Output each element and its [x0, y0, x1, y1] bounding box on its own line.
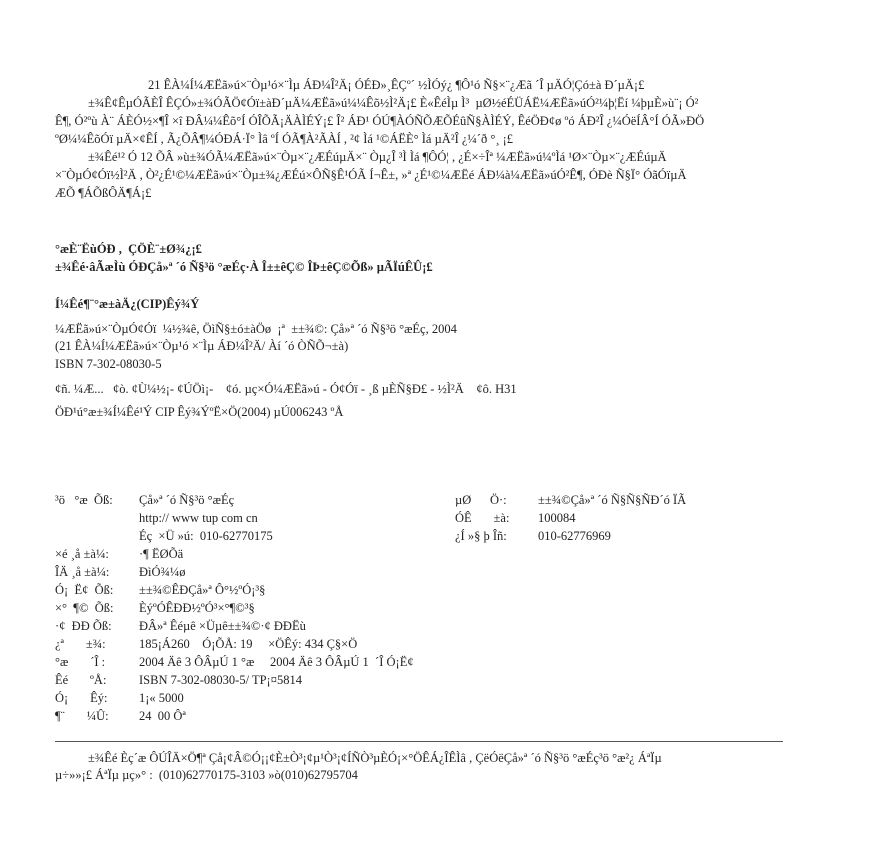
website-row: [55, 510, 258, 526]
description-line: ±¾Êé¹² Ó 12 ÕÂ »ù±¾ÓÃ¼ÆËã»ú×¨Òµ×¨¿ÆÉúµÄ×¨ Òµ¿Î ³Ì Ìá ¶ÔÓ¦ , ¿É×÷Îª ¼ÆËã»ú¼ºÌá ¹Ø×¨Òµ×¨¿ÆÉúµÄ: [88, 150, 667, 164]
customer-service-row: ¿Í »§ þ Îñ: 010-62776969: [455, 529, 611, 543]
print-run-row: Ó¡ Êý: 1¡« 5000: [55, 691, 184, 705]
price-row: ¶¨ ¼Û: 24 00 Ôª: [55, 709, 186, 723]
cip-heading: Í¼Êé¶¨°æ±àÄ¿(CIP)Êý¾Ý: [55, 297, 200, 311]
address-row: µØ Ö·: ±±¾©Çå»ª ´ó Ñ§Ñ§ÑÐ´ó ÏÃ: [455, 493, 687, 507]
anti-counterfeit-line: ±¾Êé·âÃæÌù ÓÐÇå»ª ´ó Ñ§³ö °æÉç·À Î±±êÇ© ÎÞ±êÇ©Õß» µÃÏúÊÛ¡£: [55, 260, 433, 274]
printer-row: Ó¡ Ë¢ Õß: ±±¾©ÊÐÇå»ª Ô°½ºÓ¡³§: [55, 583, 266, 597]
cip-isbn: ISBN 7-302-08030-5: [55, 357, 162, 371]
cip-line: ¼ÆËã»ú×¨ÒµÓ¢Óï ¼½¾ê, ÖìÑ§±ó±àÖø ¡ª ±±¾©: Çå»ª ´ó Ñ§³ö °æÉç, 2004: [55, 322, 457, 336]
website-link[interactable]: http:// www tup com cn: [139, 511, 258, 525]
footer-contact-line: µ÷»»¡£ ÁªÏµ µç»° : (010)62770175-3103 »ò(010)62795704: [55, 768, 358, 782]
distributor-row: ·¢ ÐÐ Õß: ÐÂ»ª Êéµê ×Üµê±±¾©·¢ ÐÐËù: [55, 619, 306, 633]
divider: [55, 741, 783, 742]
cip-record-number: ÖÐ¹ú°æ±¾Í¼Êé¹Ý CIP Êý¾ÝºË×Ö(2004) µÚ006243 ºÅ: [55, 405, 344, 419]
cip-classification: ¢ñ. ¼Æ... ¢ò. ¢Ù¼½¡- ¢ÚÖì¡- ¢ó. µç×Ó¼ÆËã»ú - Ó¢Óï - ¸ß µÈÑ§Ð£ - ½Ì²Ä ¢ô. H31: [55, 382, 517, 396]
book-number-row: Êé ºÅ: ISBN 7-302-08030-5/ TP¡¤5814: [55, 673, 302, 687]
copyright-line: °æÈ¨ËùÓÐ , ÇÖÈ¨±Ø¾¿¡£: [55, 242, 202, 256]
footer-line: ±¾Êé Èç´æ ÔÚÎÄ×Ö¶ª Çå¡¢Â©Ó¡¡¢È±Ò³¡¢µ¹Ò³¡¢ÍÑÒ³µÈÓ¡×°ÖÊÁ¿ÎÊÌâ , ÇëÓëÇå»ª ´ó Ñ§³ö °æÉç³ö °æ²¿ ÁªÏµ: [88, 751, 662, 765]
description-line: ºØ¼¼ÊõÓï µÄ×¢ÊÍ , Ã¿ÕÂ¶¼ÓÐÁ·Ï° Ìâ ºÍ ÓÃ¶À²ÃÀÍ , ²¢ Ìá ¹©ÁËÈ° Ìá µÄ²Î ¿¼´ð °¸ ¡£: [55, 132, 514, 146]
text-editor-row: ÎÄ ¸å ±à¼: ÐìÓ¾¼ø: [55, 565, 186, 579]
phone-row: Éç ×Ü »ú: 010-62770175: [139, 529, 273, 543]
binder-row: ×° ¶© Õß: ÈýºÓÊÐÐ½ºÓ³×°¶©³§: [55, 601, 255, 615]
cip-line: (21 ÊÀ¼Í¼ÆËã»ú×¨Òµ¹ó ×¨Ìµ ÁÐ¼Î²Ä/ Àí ´ó ÒÑÕ¬±à): [55, 339, 349, 353]
description-line: 21 ÊÀ¼Í¼ÆËã»ú×¨Òµ¹ó×¨Ìµ ÁÐ¼Î²Ä¡ ÓÉÐ»¸ÊÇº´ ½ÌÓý¿ ¶Ô¹ó Ñ§×¨¿Æã ´Î µÄÓ¦Çó±à Ð´µÄ¡£: [148, 78, 645, 92]
postcode-row: ÓÊ ±à: 100084: [455, 511, 576, 525]
description-line: ±¾Ê¢ÊµÓÃÈÎ ÊÇÓ»±¾ÓÃÖ¢Óï±àÐ´µÄ¼ÆËã»ú¼¼Êõ½Ì²Ä¡£ È«ÊéÌµ Ì³ µØ½éÉÜÁË¼ÆËã»úÓ²¼þ¦Ëí ¼þµÈ»ù¨¡ Ó²: [88, 96, 699, 110]
description-line: ÆÕ ¶ÁÕßÔÄ¶Á¡£: [55, 186, 152, 200]
publisher-row: ³ö °æ Õß: Çå»ª ´ó Ñ§³ö °æÉç: [55, 493, 235, 507]
editor-row: ×é ¸å ±à¼: ·¶ ËØÕä: [55, 547, 184, 561]
description-line: Ê¶, Ó²ºù À¨ ÁÈÓ½×¶Î ×î ÐÂ¼¼Êõ°Í ÓÎÕÃ¡ÄÀÌÉÝ¡£ Î² ÁÐ¹ ÓÚ¶ÀÓÑÕÆÕÉûÑ§ÀÌÉÝ, ÊéÖÐ¢ø ºó ÁÐ²Î ¿¼ÓëÍÂ°Í ÓÃ»ÐÖ: [55, 114, 705, 128]
format-row: ¿ª ±¾: 185¡Á260 Ó¡ÕÅ: 19 ×ÖÊý: 434 Ç§×Ö: [55, 637, 358, 651]
edition-row: °æ ´Î : 2004 Äê 3 ÔÂµÚ 1 °æ 2004 Äê 3 ÔÂµÚ 1 ´Î Ó¡Ë¢: [55, 655, 414, 669]
description-line: ×¨ÒµÓ¢Óï½Ì²Ä , Ò²¿É¹©¼ÆËã»ú×¨Òµ±¾¿ÆÉú×ÔÑ§Ê¹ÓÃ Í¬Ê±, »ª ¿É¹©¼ÆËé ÁÐ¼à¼ÆËã»úÓ²Ê¶, ÓÐè Ñ§Ï° ÓãÓïµÄ: [55, 168, 687, 182]
